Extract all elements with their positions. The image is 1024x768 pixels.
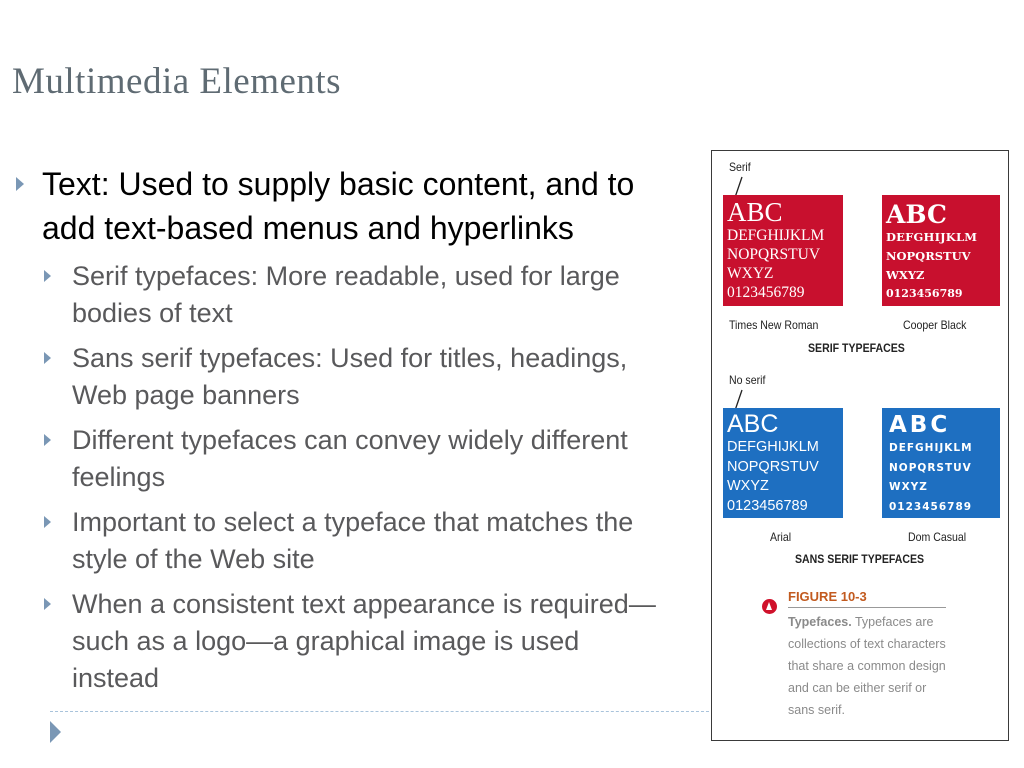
sample-abc: ABC	[727, 410, 779, 438]
figure-number: FIGURE 10-3	[788, 589, 867, 604]
sub-bullet-text: Sans serif typefaces: Used for titles, headings, Web page banners	[72, 343, 628, 410]
sample-abc: ABC	[886, 200, 947, 229]
sans-serif-typefaces-heading: SANS SERIF TYPEFACES	[795, 552, 925, 566]
sample-line: WXYZ	[727, 478, 769, 494]
sample-line: NOPQRSTUV	[889, 461, 972, 474]
sub-bullet	[12, 258, 672, 332]
bullet-triangle-icon	[44, 270, 51, 282]
sample-line: WXYZ	[889, 481, 928, 493]
sample-abc: ABC	[889, 412, 951, 438]
sub-bullet	[12, 586, 672, 697]
main-bullet-text: Text: Used to supply basic content, and to add text-based menus and hyperlinks	[42, 166, 635, 246]
publisher-logo-icon	[762, 599, 777, 614]
figure-caption	[788, 611, 948, 721]
sub-bullet	[12, 422, 672, 496]
figure-caption-title: Typefaces.	[788, 615, 852, 629]
sample-line: WXYZ	[727, 265, 774, 282]
sample-line: DEFGHIJKLM	[886, 230, 978, 244]
bullet-triangle-icon	[16, 177, 24, 191]
font-name-times: Times New Roman	[729, 318, 819, 332]
sub-bullet-text: Serif typefaces: More readable, used for large bodies of text	[72, 261, 620, 328]
serif-label: Serif	[729, 160, 751, 174]
typeface-figure	[711, 150, 1009, 741]
serif-typefaces-heading: SERIF TYPEFACES	[808, 341, 905, 355]
sample-line: DEFGHIJKLM	[889, 442, 973, 454]
no-serif-label: No serif	[729, 373, 766, 387]
font-name-dom-casual: Dom Casual	[908, 530, 967, 544]
figure-caption-rule	[788, 607, 946, 608]
sample-line: 0123456789	[889, 500, 973, 513]
font-name-arial: Arial	[770, 530, 792, 544]
cooper-black-sample	[882, 195, 1000, 306]
sample-line: WXYZ	[886, 268, 925, 282]
bullet-triangle-icon	[44, 598, 51, 610]
figure-caption-text: Typefaces are collections of text characters that share a common design and can be either serif or sans serif.	[788, 615, 946, 717]
bullet-triangle-icon	[44, 516, 51, 528]
slide-nav-arrow-icon[interactable]	[50, 721, 61, 743]
sample-line: NOPQRSTUV	[727, 246, 821, 263]
sample-line: NOPQRSTUV	[727, 458, 819, 475]
sample-abc: ABC	[727, 197, 783, 227]
arial-sample	[723, 408, 843, 518]
bullet-list	[12, 162, 702, 697]
bullet-triangle-icon	[44, 352, 51, 364]
slide-title: Multimedia Elements	[12, 61, 342, 102]
sub-bullet	[12, 504, 672, 578]
sub-bullet-text: Different typefaces can convey widely different feelings	[72, 425, 628, 492]
sample-line: DEFGHIJKLM	[727, 439, 819, 455]
sample-line: 0123456789	[727, 284, 805, 301]
sample-line: 0123456789	[727, 497, 808, 514]
sample-line: NOPQRSTUV	[886, 249, 971, 263]
sample-line: 0123456789	[886, 287, 963, 300]
times-new-roman-sample	[723, 195, 843, 306]
sub-bullet	[12, 340, 672, 414]
footer-divider	[50, 711, 714, 712]
main-bullet	[12, 162, 682, 250]
sub-bullet-text: When a consistent text appearance is required—such as a logo—a graphical image is used instead	[72, 589, 656, 693]
sub-bullet-text: Important to select a typeface that matches the style of the Web site	[72, 507, 634, 574]
font-name-cooper: Cooper Black	[903, 318, 967, 332]
sample-line: DEFGHIJKLM	[727, 227, 825, 244]
bullet-triangle-icon	[44, 434, 51, 446]
dom-casual-sample	[882, 408, 1000, 518]
